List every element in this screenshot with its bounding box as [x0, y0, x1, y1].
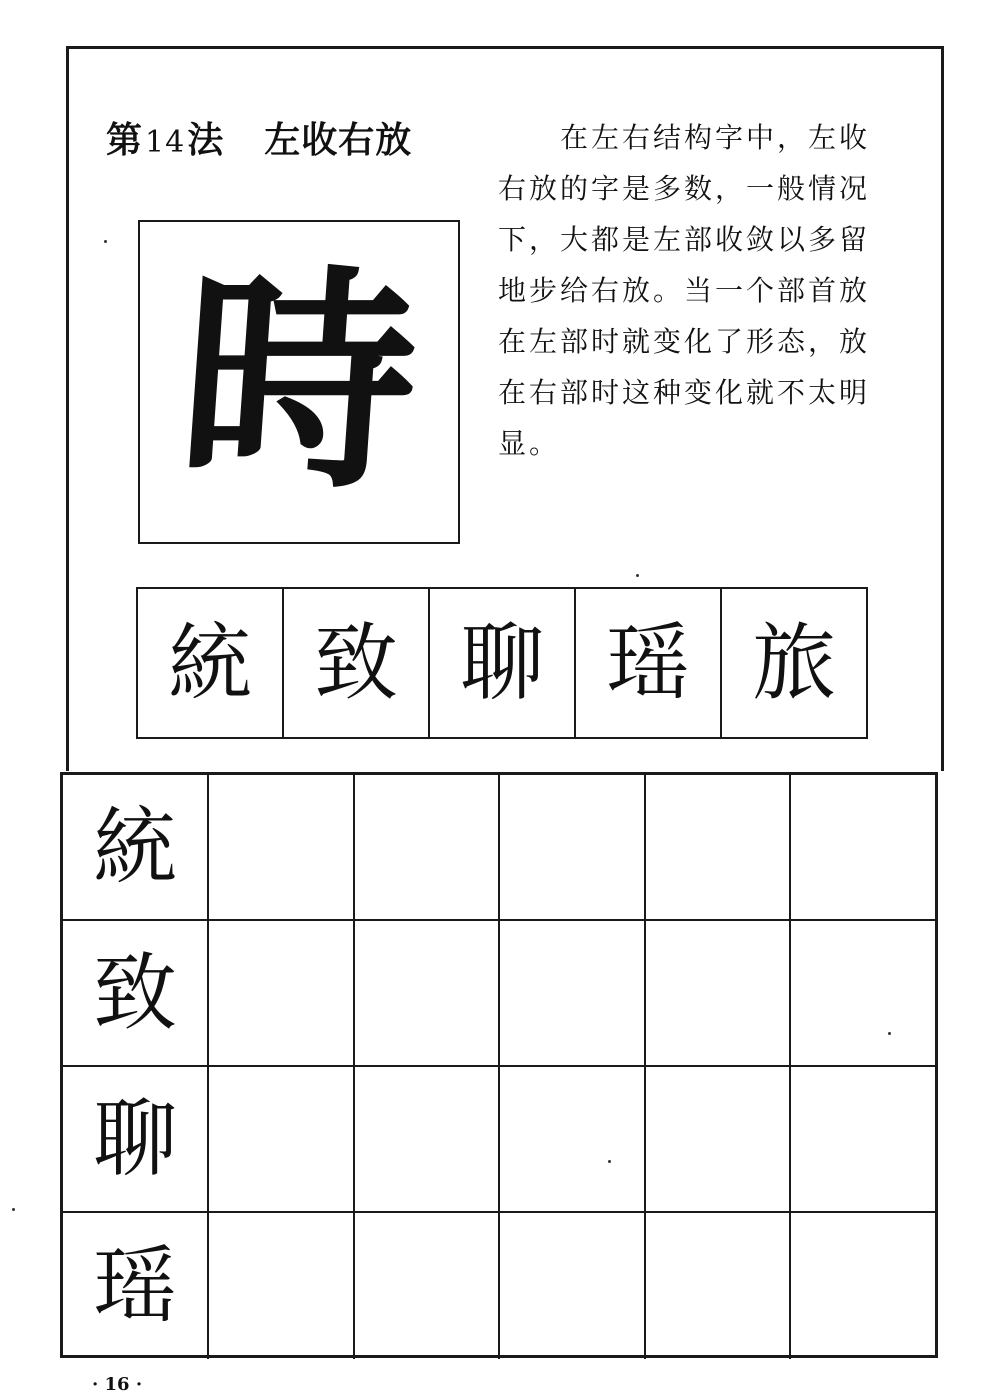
practice-row [63, 775, 935, 921]
lesson-number: 14 [145, 125, 186, 160]
practice-grid [60, 772, 938, 1358]
sample-characters-row [136, 587, 868, 739]
scan-speck [636, 574, 639, 577]
practice-cell[interactable] [209, 1067, 355, 1211]
lesson-label: 第 [106, 120, 144, 161]
practice-cell[interactable] [646, 775, 792, 919]
lesson-suffix: 法 [187, 120, 225, 161]
practice-cell[interactable] [791, 1067, 935, 1211]
practice-cell[interactable] [500, 921, 646, 1065]
scan-speck [104, 240, 107, 243]
practice-cell[interactable] [355, 1067, 501, 1211]
sample-character: 瑶 [576, 589, 722, 737]
practice-cell[interactable] [355, 921, 501, 1065]
practice-cell[interactable] [646, 1213, 792, 1359]
practice-cell[interactable] [209, 1213, 355, 1359]
example-character-box [138, 220, 460, 544]
practice-model-character: 致 [63, 921, 209, 1065]
practice-cell[interactable] [355, 775, 501, 919]
practice-cell[interactable] [646, 921, 792, 1065]
scan-speck [608, 1160, 611, 1163]
practice-cell[interactable] [791, 775, 935, 919]
example-character: 時 [171, 243, 427, 521]
practice-cell[interactable] [646, 1067, 792, 1211]
practice-row [63, 1213, 935, 1359]
practice-model-character: 聊 [63, 1067, 209, 1211]
practice-cell[interactable] [209, 775, 355, 919]
sample-character: 致 [284, 589, 430, 737]
practice-cell[interactable] [209, 921, 355, 1065]
practice-cell[interactable] [791, 1213, 935, 1359]
practice-cell[interactable] [500, 1213, 646, 1359]
scan-speck [888, 1032, 891, 1035]
sample-character: 旅 [751, 614, 836, 712]
practice-model-character: 統 [63, 775, 209, 919]
practice-cell[interactable] [791, 921, 935, 1065]
practice-row [63, 1067, 935, 1213]
practice-cell[interactable] [355, 1213, 501, 1359]
lesson-name: 左收右放 [264, 120, 413, 161]
practice-row [63, 921, 935, 1067]
page-number: · 16 · [92, 1374, 143, 1395]
practice-cell[interactable] [500, 1067, 646, 1211]
practice-cell[interactable] [500, 775, 646, 919]
scan-speck [12, 1208, 15, 1211]
practice-model-character: 瑶 [63, 1213, 209, 1359]
sample-character: 聊 [430, 589, 576, 737]
lesson-title [106, 112, 412, 163]
sample-character: 統 [138, 589, 284, 737]
lesson-description: 在左右结构字中，左收右放的字是多数，一般情况下，大都是左部收敛以多留地步给右放。当一个部首放在左部时就变化了形态，放在右部时这种变化就不太明显。 [498, 121, 871, 460]
